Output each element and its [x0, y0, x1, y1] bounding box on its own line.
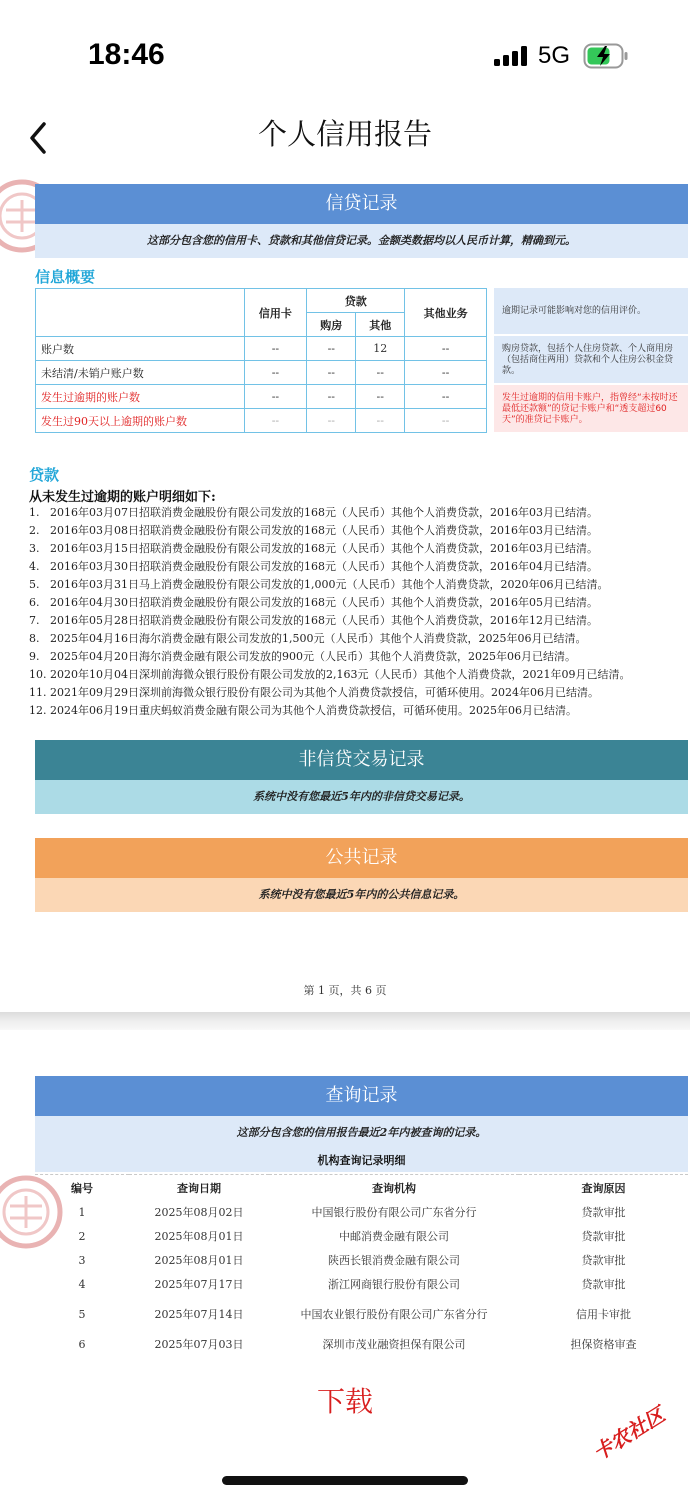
- list-item: 5. 2016年03月31日马上消费金融股份有限公司发放的1,000元（人民币）其他个人消费贷款，2020年06月已结清。: [29, 578, 609, 591]
- overview-label: 信息概要: [35, 268, 96, 286]
- list-item: 4. 2016年03月30日招联消费金融股份有限公司发放的168元（人民币）其他个人消费贷款，2016年04月已结清。: [29, 560, 598, 573]
- table-row: 4 2025年07月17日 浙江网商银行股份有限公司 贷款审批: [78, 1278, 626, 1291]
- overview-note: 购房贷款，包括个人住房贷款、个人商用房（包括商住两用）贷款和个人住房公积金贷款。: [494, 336, 688, 383]
- list-item: 6. 2016年04月30日招联消费金融股份有限公司发放的168元（人民币）其他个人消费贷款，2016年05月已结清。: [29, 596, 598, 609]
- list-item: 2. 2016年03月08日招联消费金融股份有限公司发放的168元（人民币）其他个人消费贷款，2016年03月已结清。: [29, 524, 598, 537]
- col-reason: 查询原因: [519, 1175, 688, 1201]
- credit-records-header: 信贷记录: [35, 184, 688, 224]
- list-item: 9. 2025年04月20日海尔消费金融有限公司发放的900元（人民币）其他个人消费贷款，2025年06月已结清。: [29, 650, 576, 663]
- inquiry-table: [35, 1174, 688, 1357]
- non-credit-subtitle: 系统中没有您最近5年内的非信贷交易记录。: [35, 780, 688, 814]
- battery-charging-icon: [583, 43, 629, 69]
- page-divider: [0, 1012, 690, 1030]
- community-watermark: 卡农社区: [588, 1402, 670, 1466]
- list-item: 1. 2016年03月07日招联消费金融股份有限公司发放的168元（人民币）其他个人消费贷款，2016年03月已结清。: [29, 506, 598, 519]
- table-row: 6 2025年07月03日 深圳市茂业融资担保有限公司 担保资格审查: [78, 1338, 637, 1351]
- download-button[interactable]: 下载: [316, 1385, 373, 1418]
- col-loan: 贷款: [307, 289, 405, 313]
- col-number: 编号: [35, 1175, 129, 1201]
- table-row: 1 2025年08月02日 中国银行股份有限公司广东省分行 贷款审批: [78, 1206, 626, 1219]
- list-item: 10. 2020年10月04日深圳前海微众银行股份有限公司发放的2,163元（人民币）其他个人消费贷款，2021年09月已结清。: [29, 668, 631, 681]
- list-item: 12. 2024年06月19日重庆蚂蚁消费金融有限公司为其他个人消费贷款授信，可循环使用。2025年06月已结清。: [29, 704, 577, 717]
- table-row: 未结清/未销户账户数 -- -- -- --: [36, 361, 487, 385]
- table-row: 3 2025年08月01日 陕西长银消费金融有限公司 贷款审批: [78, 1254, 626, 1267]
- table-row: 5 2025年07月14日 中国农业银行股份有限公司广东省分行 信用卡审批: [78, 1308, 631, 1321]
- table-row: 账户数 -- -- 12 --: [36, 337, 487, 361]
- inquiry-subtitle: 这部分包含您的信用报告最近2年内被查询的记录。: [35, 1116, 688, 1150]
- credit-records-subtitle: 这部分包含您的信用卡、贷款和其他信贷记录。金额类数据均以人民币计算，精确到元。: [35, 224, 688, 258]
- col-institution: 查询机构: [269, 1175, 519, 1201]
- list-item: 8. 2025年04月16日海尔消费金融有限公司发放的1,500元（人民币）其他个人消费贷款，2025年06月已结清。: [29, 632, 587, 645]
- loans-label: 贷款: [29, 466, 60, 484]
- table-row: 2 2025年08月01日 中邮消费金融有限公司 贷款审批: [78, 1230, 626, 1243]
- page-title: 个人信用报告: [257, 117, 432, 151]
- overview-note: 发生过逾期的信用卡账户，指曾经“未按时还最低还款额”的贷记卡账户和“透支超过60天”的准贷记卡账户。: [494, 385, 688, 432]
- col-other-business: 其他业务: [405, 289, 487, 337]
- public-records-header: 公共记录: [35, 838, 688, 878]
- network-type: 5G: [538, 42, 571, 69]
- inquiry-table-title: 机构查询记录明细: [35, 1150, 688, 1172]
- col-other-loan: 其他: [356, 313, 405, 337]
- col-housing: 购房: [307, 313, 356, 337]
- loan-list: [29, 504, 679, 720]
- col-date: 查询日期: [129, 1175, 269, 1201]
- public-records-subtitle: 系统中没有您最近5年内的公共信息记录。: [35, 878, 688, 912]
- list-item: 3. 2016年03月15日招联消费金融股份有限公司发放的168元（人民币）其他个人消费贷款，2016年03月已结清。: [29, 542, 598, 555]
- status-bar: [0, 0, 690, 110]
- table-row: 发生过逾期的账户数 -- -- -- --: [36, 385, 487, 409]
- list-item: 7. 2016年05月28日招联消费金融股份有限公司发放的168元（人民币）其他个人消费贷款，2016年12月已结清。: [29, 614, 598, 627]
- overview-table: [35, 288, 487, 433]
- list-item: 11. 2021年09月29日深圳前海微众银行股份有限公司为其他个人消费贷款授信，可循环使用。2024年06月已结清。: [29, 686, 599, 699]
- nav-bar: [0, 110, 690, 160]
- inquiry-header: 查询记录: [35, 1076, 688, 1116]
- table-row: 发生过90天以上逾期的账户数 -- -- -- --: [36, 409, 487, 433]
- home-indicator[interactable]: [222, 1476, 468, 1485]
- signal-icon: [494, 46, 528, 66]
- page-number: 第 1 页，共 6 页: [303, 984, 387, 997]
- report-document[interactable]: [0, 162, 690, 1358]
- overview-note: 逾期记录可能影响对您的信用评价。: [494, 288, 688, 334]
- status-time: 18:46: [88, 38, 165, 71]
- bottom-bar: [0, 1358, 690, 1500]
- loans-heading: 从未发生过逾期的账户明细如下:: [29, 490, 216, 505]
- col-credit-card: 信用卡: [244, 289, 307, 337]
- non-credit-header: 非信贷交易记录: [35, 740, 688, 780]
